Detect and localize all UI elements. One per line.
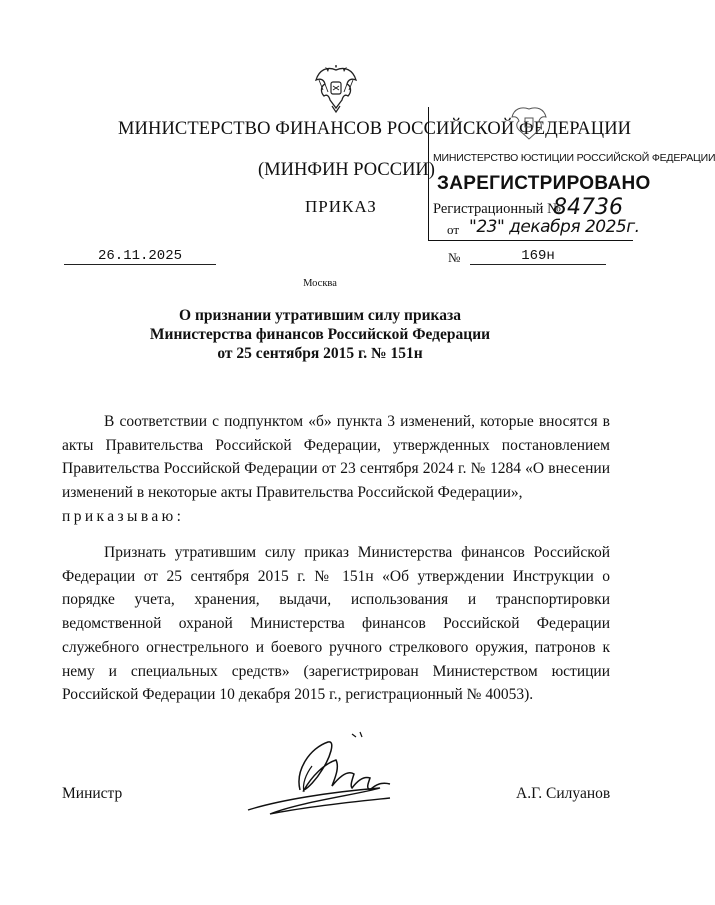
order-word: приказываю: (62, 507, 185, 525)
city: Москва (303, 278, 337, 289)
order-date: 26.11.2025 (64, 248, 216, 265)
title-line: О признании утратившим силу приказа (179, 307, 461, 324)
handwritten-signature (240, 730, 440, 825)
ministry-short-name: (МИНФИН РОССИИ) (258, 160, 435, 180)
body-paragraph-2: Признать утратившим силу приказ Министерства финансов Российской Федерации от 25 сентября 2015 г. № 151н «Об утверждении Инструкции о порядке учета, хранения, выдачи, использования и транспортировки ведомственной охраной Министерства финансов Российской Федерации служебного огнестрельного и боевого ручного стрелкового оружия, патронов к нему и специальных средств» (зарегистрирован Министерством юстиции Российской Федерации 10 декабря 2015 г., регистрационный № 40053). (62, 544, 610, 704)
stamp-emblem-icon (509, 103, 549, 143)
paragraph-1-text: В соответствии с подпунктом «б» пункта 3 изменений, которые вносятся в акты Правительства Российской Федерации, утвержденных постановлением Правительства Российской Федерации от 23 сентября 2024 г. № 1284 «О внесении изменений в некоторые акты Правительства Российской Федерации», (62, 413, 610, 502)
coat-of-arms-icon (313, 62, 359, 114)
title-line: от 25 сентября 2015 г. № 151н (217, 345, 423, 362)
ministry-name: МИНИСТЕРСТВО ФИНАНСОВ РОССИЙСКОЙ ФЕДЕРАЦИИ (118, 119, 632, 139)
signatory-position: Министр (62, 785, 123, 802)
signatory-name: А.Г. Силуанов (516, 785, 611, 802)
doc-type: ПРИКАЗ (305, 197, 377, 216)
order-number-label: № (448, 250, 461, 265)
stamp-reg-number-label: Регистрационный № (433, 201, 561, 217)
order-title (0, 306, 640, 363)
stamp-reg-number: 84736 (553, 195, 623, 220)
body-paragraph-1 (62, 410, 610, 529)
stamp-registered: ЗАРЕГИСТРИРОВАНО (437, 173, 651, 194)
stamp-agency: МИНИСТЕРСТВО ЮСТИЦИИ РОССИЙСКОЙ ФЕДЕРАЦИИ (433, 152, 715, 164)
title-line: Министерства финансов Российской Федерации (149, 326, 491, 343)
order-number: 169н (470, 248, 606, 265)
stamp-date-prefix: от (447, 222, 460, 237)
registration-stamp (428, 107, 715, 241)
stamp-date: "23" декабря 2025г. (469, 217, 640, 237)
